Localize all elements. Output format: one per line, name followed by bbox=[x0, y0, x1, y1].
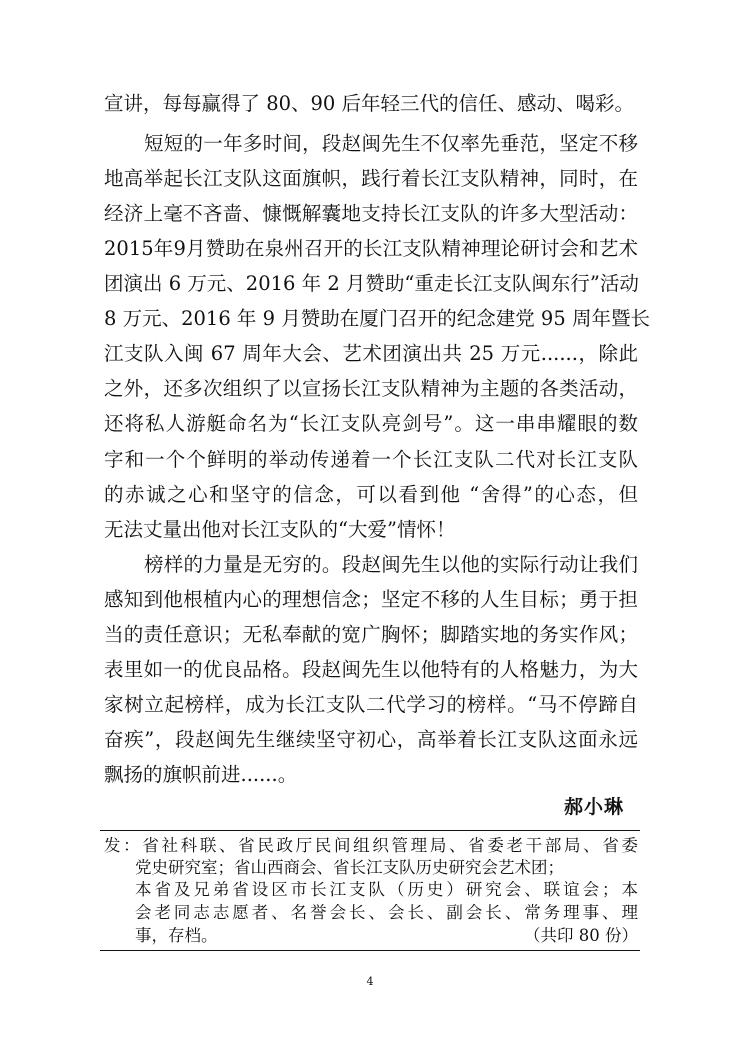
body-line-16: 当的责任意识；无私奉献的宽广胸怀；脚踏实地的务实作风； bbox=[104, 623, 638, 646]
print-copies: （共印 80 份） bbox=[524, 926, 638, 945]
distribution-line-3: 本省及兄弟省设区市长江支队（历史）研究会、联谊会；本 bbox=[135, 880, 638, 899]
distribution-bottom-rule bbox=[100, 950, 640, 951]
body-line-10: 还将私人游艇命名为“长江支队亮剑号”。这一串串耀眼的数 bbox=[104, 412, 638, 435]
distribution-line-1: 发：省社科联、省民政厅民间组织管理局、省委老干部局、省委 bbox=[104, 836, 638, 855]
body-line-14: 榜样的力量是无穷的。段赵闽先生以他的实际行动让我们 bbox=[144, 553, 638, 576]
distribution-top-rule bbox=[100, 830, 640, 831]
body-line-3: 地高举起长江支队这面旗帜，践行着长江支队精神，同时，在 bbox=[104, 167, 638, 190]
body-line-13: 无法丈量出他对长江支队的“大爱”情怀！ bbox=[104, 518, 456, 541]
body-line-8: 江支队入闽 67 周年大会、艺术团演出共 25 万元......，除此 bbox=[104, 342, 638, 365]
author-signature: 郝小琳 bbox=[563, 796, 624, 818]
body-line-4: 经济上毫不吝啬、慷慨解囊地支持长江支队的许多大型活动： bbox=[104, 202, 638, 225]
body-line-15: 感知到他根植内心的理想信念；坚定不移的人生目标；勇于担 bbox=[104, 588, 638, 611]
body-line-18: 家树立起榜样，成为长江支队二代学习的榜样。“马不停蹄自 bbox=[104, 693, 638, 716]
body-line-11: 字和一个个鲜明的举动传递着一个长江支队二代对长江支队 bbox=[104, 448, 638, 471]
distribution-line-4: 会老同志志愿者、名誉会长、会长、副会长、常务理事、理 bbox=[135, 903, 638, 922]
body-line-1: 宣讲，每每赢得了 80、90 后年轻三代的信任、感动、喝彩。 bbox=[104, 92, 635, 115]
body-line-2: 短短的一年多时间，段赵闽先生不仅率先垂范，坚定不移 bbox=[144, 132, 638, 155]
page-number: 4 bbox=[366, 975, 374, 988]
distribution-line-2: 党史研究室；省山西商会、省长江支队历史研究会艺术团； bbox=[135, 858, 564, 877]
distribution-line-5: 事，存档。 bbox=[135, 926, 218, 945]
body-line-20: 飘扬的旗帜前进......。 bbox=[104, 763, 298, 786]
body-line-5: 2015年9月赞助在泉州召开的长江支队精神理论研讨会和艺术 bbox=[104, 237, 638, 260]
body-line-6: 团演出 6 万元、2016 年 2 月赞助“重走长江支队闽东行”活动 bbox=[104, 272, 639, 295]
body-line-17: 表里如一的优良品格。段赵闽先生以他特有的人格魅力，为大 bbox=[104, 658, 638, 681]
body-line-7: 8 万元、2016 年 9 月赞助在厦门召开的纪念建党 95 周年暨长 bbox=[104, 307, 650, 330]
body-line-9: 之外，还多次组织了以宣扬长江支队精神为主题的各类活动， bbox=[104, 377, 638, 400]
body-line-19: 奋疾”，段赵闽先生继续坚守初心，高举着长江支队这面永远 bbox=[104, 728, 638, 751]
body-line-12: 的赤诚之心和坚守的信念，可以看到他 “舍得”的心态，但 bbox=[104, 483, 638, 506]
